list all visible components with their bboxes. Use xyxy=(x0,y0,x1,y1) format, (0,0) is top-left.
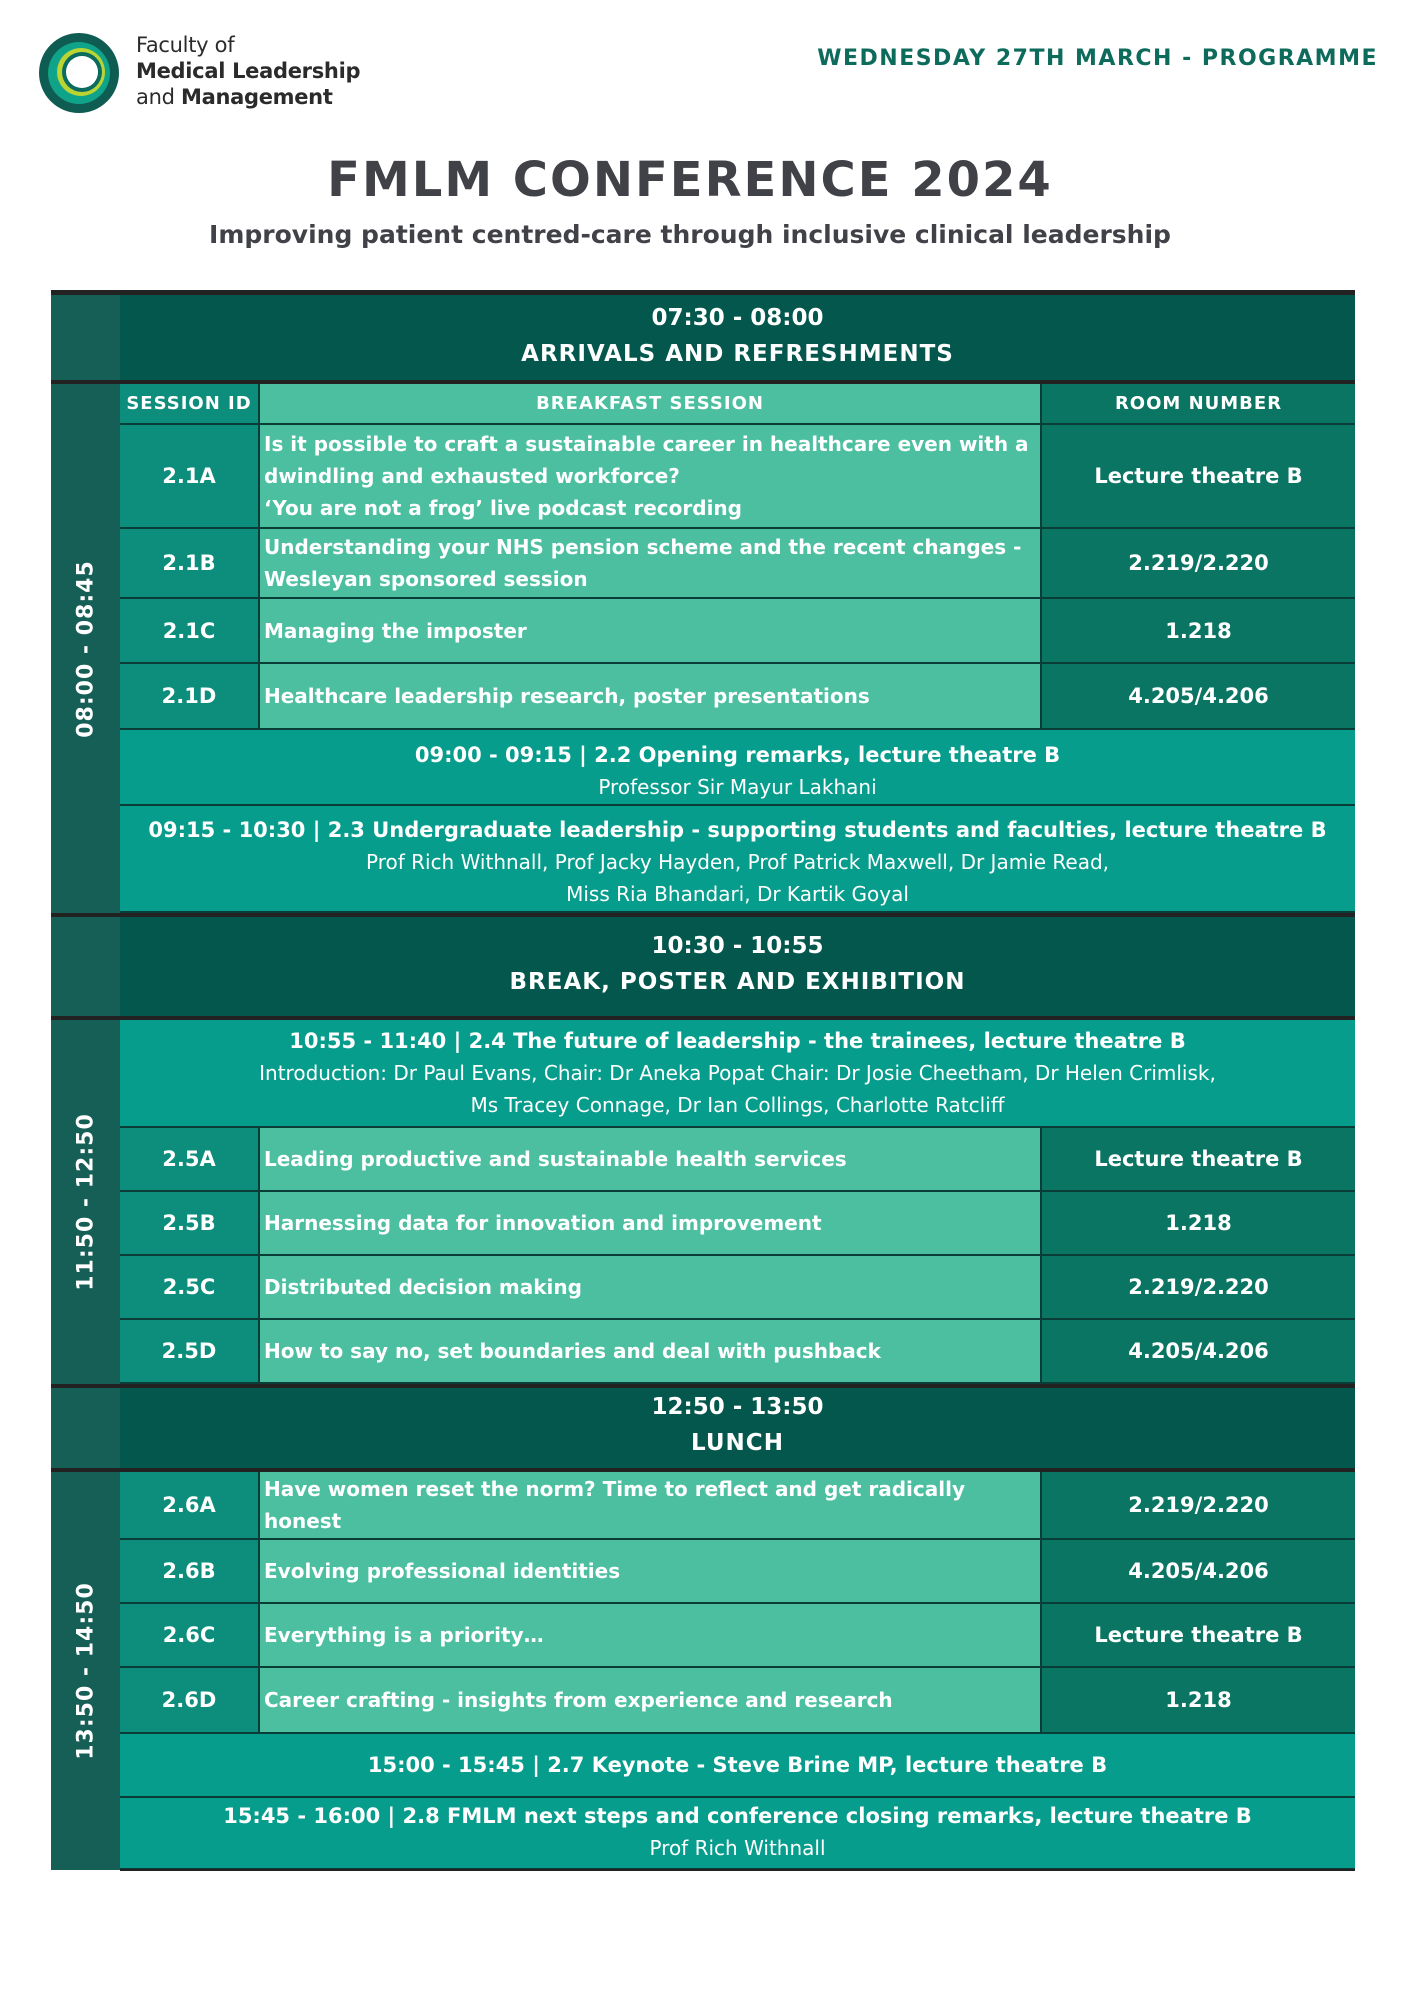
table-row xyxy=(120,1540,1355,1604)
lunch-time: 12:50 - 13:50 xyxy=(651,1394,824,1420)
session-title: Harnessing data for innovation and improvement xyxy=(260,1192,1042,1256)
session-id: 2.6A xyxy=(120,1472,260,1540)
session-id: 2.6D xyxy=(120,1668,260,1734)
fmlm-logo xyxy=(36,28,366,118)
break-header xyxy=(120,917,1355,1016)
col-header-session: BREAKFAST SESSION xyxy=(260,384,1042,425)
session-title: Healthcare leadership research, poster presentations xyxy=(260,664,1042,730)
table-row xyxy=(120,425,1355,529)
side-spacer-arrivals xyxy=(51,295,120,380)
plenary-session-2-2 xyxy=(120,730,1355,806)
room-number: Lecture theatre B xyxy=(1042,1128,1355,1192)
plenary-heading: 10:55 - 11:40 | 2.4 The future of leadership - the trainees, lecture theatre B xyxy=(289,1029,1186,1053)
arrivals-time: 07:30 - 08:00 xyxy=(651,305,824,331)
logo-line-1: Faculty of xyxy=(136,33,235,57)
plenary-heading: 15:00 - 15:45 | 2.7 Keynote - Steve Brine MP, lecture theatre B xyxy=(367,1753,1108,1777)
session-id: 2.1A xyxy=(120,425,260,529)
session-id: 2.5B xyxy=(120,1192,260,1256)
side-spacer-break xyxy=(51,917,120,1016)
logo-line-3-bold: Management xyxy=(180,85,333,109)
arrivals-label: ARRIVALS AND REFRESHMENTS xyxy=(521,341,954,367)
plenary-speakers: Prof Rich Withnall, Prof Jacky Hayden, Prof Patrick Maxwell, Dr Jamie Read, xyxy=(365,850,1110,874)
room-number: Lecture theatre B xyxy=(1042,425,1355,529)
room-number: 4.205/4.206 xyxy=(1042,1320,1355,1384)
side-time-label xyxy=(51,384,120,913)
room-number: 1.218 xyxy=(1042,1192,1355,1256)
session-title: Leading productive and sustainable health services xyxy=(260,1128,1042,1192)
side-time-label xyxy=(51,1472,120,1870)
room-number: 2.219/2.220 xyxy=(1042,1256,1355,1320)
session-title xyxy=(260,1472,1042,1540)
page-subtitle: Improving patient centred-care through inclusive clinical leadership xyxy=(209,220,1171,249)
plenary-heading: 09:00 - 09:15 | 2.2 Opening remarks, lecture theatre B xyxy=(414,743,1061,767)
break-label: BREAK, POSTER AND EXHIBITION xyxy=(509,969,966,995)
plenary-speakers: Prof Rich Withnall xyxy=(649,1836,826,1860)
table-row xyxy=(120,1668,1355,1734)
room-number: Lecture theatre B xyxy=(1042,1604,1355,1668)
plenary-speakers: Ms Tracey Connage, Dr Ian Collings, Charlotte Ratcliff xyxy=(470,1093,1005,1117)
room-number: 4.205/4.206 xyxy=(1042,1540,1355,1604)
logo-line-3-prefix: and xyxy=(136,85,181,109)
page-title: FMLM CONFERENCE 2024 xyxy=(327,152,1053,208)
session-title-line: Understanding your NHS pension scheme and the recent changes - xyxy=(264,535,1022,559)
col-header-room: ROOM NUMBER xyxy=(1042,384,1355,425)
session-title xyxy=(260,425,1042,529)
plenary-speakers: Professor Sir Mayur Lakhani xyxy=(598,775,877,799)
session-title: Managing the imposter xyxy=(260,599,1042,664)
table-bottom-border xyxy=(120,1869,1355,1871)
plenary-session-2-8 xyxy=(120,1798,1355,1870)
session-id: 2.5C xyxy=(120,1256,260,1320)
room-number: 2.219/2.220 xyxy=(1042,1472,1355,1540)
logo-wordmark xyxy=(136,32,360,110)
session-title: Evolving professional identities xyxy=(260,1540,1042,1604)
table-row xyxy=(120,1256,1355,1320)
table-row xyxy=(120,1472,1355,1540)
session-id: 2.6C xyxy=(120,1604,260,1668)
session-title: Career crafting - insights from experience and research xyxy=(260,1668,1042,1734)
plenary-session-2-3 xyxy=(120,806,1355,913)
side-spacer-lunch xyxy=(51,1388,120,1468)
plenary-speakers: Miss Ria Bhandari, Dr Kartik Goyal xyxy=(566,882,909,906)
side-time-label xyxy=(51,1020,120,1384)
lunch-label: LUNCH xyxy=(691,1430,784,1456)
plenary-speakers: Introduction: Dr Paul Evans, Chair: Dr Aneka Popat Chair: Dr Josie Cheetham, Dr Helen Crimlisk, xyxy=(259,1061,1216,1085)
table-row xyxy=(120,664,1355,730)
table-row xyxy=(120,1320,1355,1384)
session-title-line: dwindling and exhausted workforce? xyxy=(264,464,680,488)
col-header-id: SESSION ID xyxy=(120,384,260,425)
table-row xyxy=(120,1128,1355,1192)
session-title: Distributed decision making xyxy=(260,1256,1042,1320)
session-title-line: honest xyxy=(264,1509,342,1533)
room-number: 2.219/2.220 xyxy=(1042,529,1355,599)
session-title xyxy=(260,529,1042,599)
plenary-session-2-7 xyxy=(120,1734,1355,1798)
room-number: 4.205/4.206 xyxy=(1042,664,1355,730)
session-title: Everything is a priority… xyxy=(260,1604,1042,1668)
plenary-heading: 09:15 - 10:30 | 2.3 Undergraduate leadership - supporting students and faculties, lecture theatre B xyxy=(148,818,1327,842)
session-id: 2.5A xyxy=(120,1128,260,1192)
side-time-text: 08:00 - 08:45 xyxy=(73,559,98,738)
lunch-header xyxy=(120,1388,1355,1468)
table-row xyxy=(120,599,1355,664)
session-id: 2.1C xyxy=(120,599,260,664)
room-number: 1.218 xyxy=(1042,599,1355,664)
session-id: 2.1B xyxy=(120,529,260,599)
logo-line-2: Medical Leadership xyxy=(136,59,361,83)
session-title-line: ‘You are not a frog’ live podcast recording xyxy=(264,496,742,520)
session-title-line: Wesleyan sponsored session xyxy=(264,567,588,591)
logo-rings-icon xyxy=(36,28,126,118)
room-number: 1.218 xyxy=(1042,1668,1355,1734)
session-title-line: Have women reset the norm? Time to reflect and get radically xyxy=(264,1477,965,1501)
arrivals-header xyxy=(120,295,1355,380)
session-title: How to say no, set boundaries and deal with pushback xyxy=(260,1320,1042,1384)
session-id: 2.5D xyxy=(120,1320,260,1384)
column-header-row xyxy=(120,384,1355,425)
session-title-line: Is it possible to craft a sustainable career in healthcare even with a xyxy=(264,432,1029,456)
break-time: 10:30 - 10:55 xyxy=(651,933,824,959)
session-id: 2.1D xyxy=(120,664,260,730)
table-row xyxy=(120,529,1355,599)
session-id: 2.6B xyxy=(120,1540,260,1604)
date-heading: WEDNESDAY 27TH MARCH - PROGRAMME xyxy=(817,46,1378,71)
logo-line-3 xyxy=(136,84,360,110)
side-time-text: 11:50 - 12:50 xyxy=(73,1113,98,1291)
plenary-session-2-4 xyxy=(120,1020,1355,1128)
table-row xyxy=(120,1604,1355,1668)
plenary-heading: 15:45 - 16:00 | 2.8 FMLM next steps and conference closing remarks, lecture theatre B xyxy=(223,1804,1252,1828)
table-row xyxy=(120,1192,1355,1256)
side-time-text: 13:50 - 14:50 xyxy=(73,1582,98,1760)
